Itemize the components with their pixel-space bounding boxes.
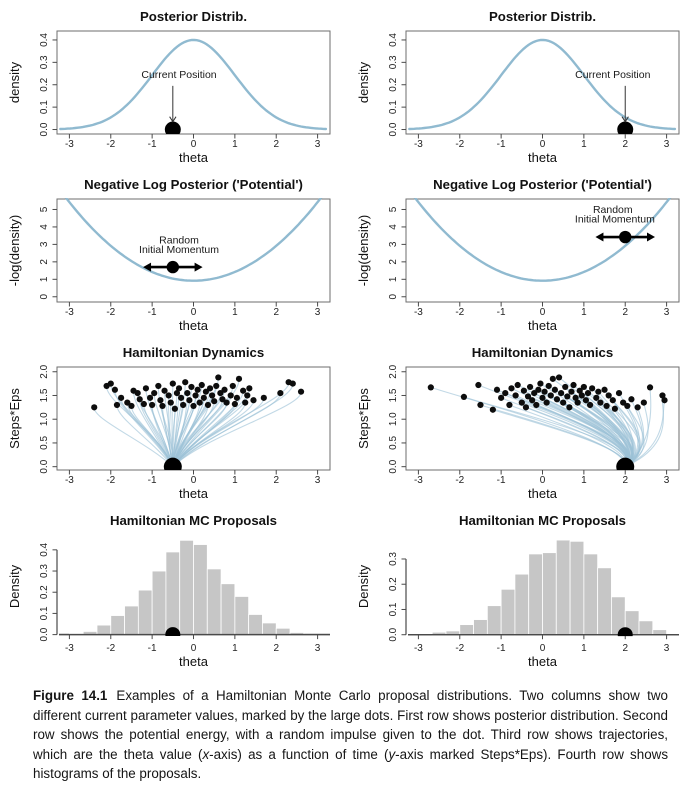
svg-text:0.4: 0.4 [39, 33, 50, 47]
svg-text:theta: theta [528, 486, 557, 501]
svg-text:3: 3 [314, 643, 321, 654]
svg-text:Hamiltonian Dynamics: Hamiltonian Dynamics [471, 345, 614, 360]
svg-text:5: 5 [388, 206, 399, 213]
svg-text:Current Position: Current Position [575, 69, 651, 82]
svg-text:0.3: 0.3 [39, 564, 50, 578]
svg-text:5: 5 [39, 206, 50, 213]
svg-text:-3: -3 [64, 307, 74, 318]
svg-text:2: 2 [273, 139, 280, 150]
svg-text:1: 1 [581, 643, 587, 654]
svg-text:1.0: 1.0 [388, 412, 399, 427]
svg-text:-3: -3 [64, 475, 74, 486]
svg-text:1: 1 [232, 139, 238, 150]
svg-text:density: density [7, 61, 22, 104]
svg-text:Random: Random [159, 234, 199, 247]
svg-text:theta: theta [179, 150, 208, 165]
svg-text:Current Position: Current Position [141, 69, 217, 82]
svg-text:Hamiltonian MC Proposals: Hamiltonian MC Proposals [458, 513, 627, 528]
svg-text:0.2: 0.2 [39, 585, 50, 600]
svg-text:4: 4 [39, 224, 50, 230]
svg-text:2.0: 2.0 [388, 364, 399, 379]
svg-text:1: 1 [39, 276, 50, 283]
svg-text:-1: -1 [147, 475, 157, 486]
svg-text:0.0: 0.0 [388, 627, 399, 642]
svg-text:1: 1 [581, 475, 587, 486]
svg-text:-2: -2 [455, 475, 465, 486]
svg-text:3: 3 [663, 475, 670, 486]
svg-text:3: 3 [388, 241, 399, 248]
svg-text:0: 0 [190, 139, 197, 150]
svg-text:-3: -3 [413, 307, 423, 318]
svg-text:0: 0 [539, 475, 546, 486]
panel-potential-right [349, 168, 698, 336]
svg-text:0.5: 0.5 [388, 435, 399, 450]
svg-text:theta: theta [179, 486, 208, 501]
svg-text:0.1: 0.1 [39, 100, 50, 115]
panel-dynamics-left [0, 336, 349, 504]
svg-text:-2: -2 [455, 643, 465, 654]
svg-text:1: 1 [388, 276, 399, 283]
svg-text:-1: -1 [496, 643, 506, 654]
svg-text:Hamiltonian Dynamics: Hamiltonian Dynamics [122, 345, 265, 360]
svg-text:0.4: 0.4 [39, 542, 50, 557]
svg-text:Density: Density [7, 564, 22, 609]
svg-text:2: 2 [622, 643, 629, 654]
svg-text:0.0: 0.0 [388, 122, 399, 137]
svg-text:0.3: 0.3 [38, 55, 50, 70]
svg-text:-2: -2 [455, 139, 465, 150]
svg-text:-log(density): -log(density) [7, 214, 22, 287]
svg-text:0.3: 0.3 [388, 552, 399, 566]
panel-proposals-left [0, 504, 349, 672]
svg-text:Random: Random [592, 203, 633, 216]
svg-text:-2: -2 [455, 307, 465, 318]
svg-text:1.5: 1.5 [39, 388, 50, 403]
panel-proposals-right [349, 504, 698, 672]
svg-text:-3: -3 [64, 139, 74, 150]
svg-text:-1: -1 [147, 643, 157, 654]
svg-text:0.0: 0.0 [39, 122, 50, 137]
svg-text:Negative Log Posterior ('Poten: Negative Log Posterior ('Potential') [433, 177, 652, 192]
panel-potential-left [0, 168, 349, 336]
svg-text:0.5: 0.5 [39, 435, 50, 450]
svg-text:0.0: 0.0 [39, 627, 50, 642]
panel-dynamics-right [349, 336, 698, 504]
svg-text:3: 3 [314, 139, 321, 150]
svg-text:2: 2 [622, 139, 629, 150]
svg-text:3: 3 [39, 241, 50, 248]
svg-text:2: 2 [273, 643, 280, 654]
svg-text:1.5: 1.5 [388, 388, 399, 403]
svg-text:-3: -3 [413, 643, 423, 654]
svg-text:-1: -1 [496, 139, 506, 150]
svg-text:1: 1 [581, 139, 587, 150]
svg-text:2.0: 2.0 [39, 364, 50, 379]
svg-text:0: 0 [190, 643, 197, 654]
svg-text:0: 0 [539, 307, 546, 318]
svg-text:Posterior Distrib.: Posterior Distrib. [140, 9, 247, 24]
svg-text:2: 2 [273, 307, 280, 318]
svg-text:0: 0 [539, 139, 546, 150]
svg-text:2: 2 [622, 307, 629, 318]
svg-text:-1: -1 [147, 139, 157, 150]
svg-text:-2: -2 [106, 475, 116, 486]
svg-text:0.2: 0.2 [388, 577, 399, 592]
svg-text:0.2: 0.2 [388, 77, 399, 92]
svg-text:0.0: 0.0 [388, 459, 399, 474]
svg-text:4: 4 [388, 224, 399, 230]
svg-text:0: 0 [388, 293, 399, 300]
svg-text:0: 0 [190, 307, 197, 318]
svg-text:2: 2 [39, 259, 50, 265]
figure-caption [33, 686, 668, 784]
svg-text:1: 1 [232, 307, 238, 318]
svg-text:2: 2 [388, 259, 399, 265]
svg-text:-log(density): -log(density) [356, 214, 371, 287]
svg-text:3: 3 [663, 643, 670, 654]
svg-text:0.4: 0.4 [388, 33, 399, 47]
svg-text:-1: -1 [496, 475, 506, 486]
svg-text:theta: theta [528, 150, 557, 165]
svg-text:Hamiltonian MC Proposals: Hamiltonian MC Proposals [109, 513, 278, 528]
svg-text:1: 1 [232, 643, 238, 654]
svg-text:3: 3 [663, 307, 670, 318]
svg-text:theta: theta [528, 654, 557, 669]
svg-text:Posterior Distrib.: Posterior Distrib. [489, 9, 596, 24]
svg-text:1: 1 [581, 307, 587, 318]
svg-text:0.1: 0.1 [388, 100, 399, 115]
figure-caption-text: Examples of a Hamiltonian Monte Carlo proposal distributions. Two columns show two different current parameter values, marked by the large dots. First row shows posterior distribution. Second row shows the potential energy, with a random impulse given to the dot. Third row shows trajectories, which are the theta value (x-axis) as a function of time (y-axis marked Steps*Eps). Fourth row shows histograms of the proposals. [33, 688, 669, 782]
figure-label: Figure 14.1 [33, 688, 108, 703]
svg-text:-2: -2 [106, 307, 116, 318]
svg-text:3: 3 [314, 475, 321, 486]
svg-text:-2: -2 [106, 643, 116, 654]
svg-text:0.0: 0.0 [39, 459, 50, 474]
svg-text:0: 0 [39, 293, 50, 300]
svg-text:3: 3 [314, 307, 321, 318]
svg-text:0: 0 [539, 643, 546, 654]
svg-text:1.0: 1.0 [39, 412, 50, 427]
svg-text:0.1: 0.1 [388, 602, 399, 617]
svg-text:-3: -3 [413, 139, 423, 150]
svg-text:0.1: 0.1 [39, 606, 50, 621]
svg-text:0.3: 0.3 [388, 55, 399, 70]
panel-posterior-left [0, 0, 349, 168]
svg-text:density: density [356, 61, 371, 104]
svg-text:-1: -1 [147, 307, 157, 318]
svg-text:-3: -3 [64, 643, 74, 654]
svg-text:theta: theta [179, 318, 208, 333]
svg-text:2: 2 [622, 475, 629, 486]
svg-text:Initial Momentum: Initial Momentum [139, 244, 219, 257]
svg-text:Initial Momentum: Initial Momentum [574, 213, 655, 226]
svg-text:Density: Density [356, 564, 371, 609]
svg-text:1: 1 [232, 475, 238, 486]
svg-text:Steps*Eps: Steps*Eps [356, 388, 371, 449]
panel-posterior-right [349, 0, 698, 168]
svg-text:theta: theta [179, 654, 208, 669]
svg-text:-3: -3 [413, 475, 423, 486]
svg-text:-1: -1 [496, 307, 506, 318]
svg-text:Negative Log Posterior ('Poten: Negative Log Posterior ('Potential') [84, 177, 303, 192]
svg-text:0: 0 [190, 475, 197, 486]
svg-text:-2: -2 [106, 139, 116, 150]
svg-text:3: 3 [663, 139, 670, 150]
svg-text:theta: theta [528, 318, 557, 333]
svg-text:Steps*Eps: Steps*Eps [7, 388, 22, 449]
svg-text:0.2: 0.2 [39, 77, 50, 92]
svg-text:2: 2 [273, 475, 280, 486]
